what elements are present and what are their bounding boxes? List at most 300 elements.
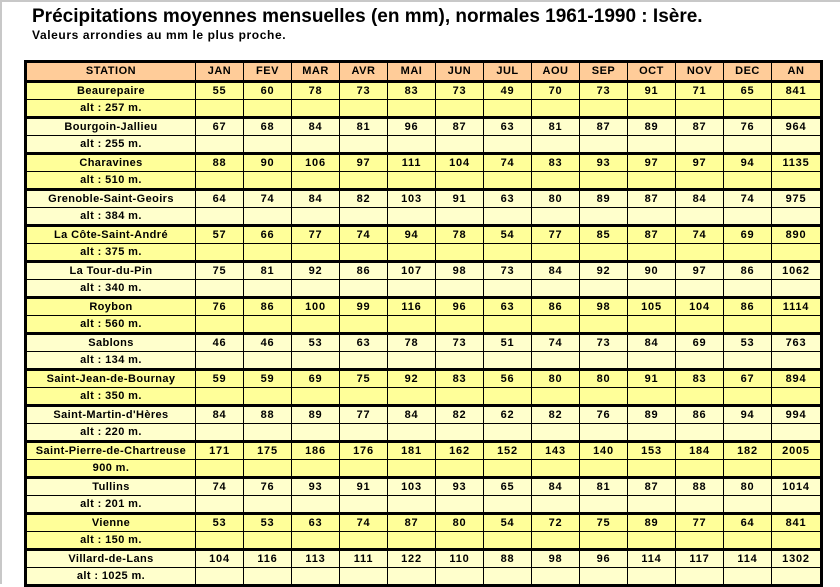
value-cell-an: 1114	[772, 298, 822, 316]
station-altitude: alt : 510 m.	[26, 172, 196, 190]
value-cell-sep: 140	[580, 442, 628, 460]
empty-cell	[340, 136, 388, 154]
empty-cell	[292, 100, 340, 118]
column-header-jun: JUN	[436, 62, 484, 82]
empty-cell	[772, 172, 822, 190]
empty-cell	[244, 352, 292, 370]
value-cell-fev: 74	[244, 190, 292, 208]
value-cell-jan: 64	[196, 190, 244, 208]
empty-cell	[580, 496, 628, 514]
value-cell-jun: 78	[436, 226, 484, 244]
value-cell-oct: 87	[628, 478, 676, 496]
value-cell-aou: 77	[532, 226, 580, 244]
altitude-row	[26, 280, 822, 298]
table-row	[26, 298, 822, 316]
empty-cell	[676, 352, 724, 370]
table-row	[26, 82, 822, 100]
value-cell-fev: 68	[244, 118, 292, 136]
column-header-aou: AOU	[532, 62, 580, 82]
empty-cell	[436, 424, 484, 442]
column-header-nov: NOV	[676, 62, 724, 82]
empty-cell	[244, 208, 292, 226]
value-cell-fev: 116	[244, 550, 292, 568]
value-cell-nov: 77	[676, 514, 724, 532]
column-header-avr: AVR	[340, 62, 388, 82]
empty-cell	[580, 100, 628, 118]
value-cell-an: 975	[772, 190, 822, 208]
value-cell-aou: 98	[532, 550, 580, 568]
value-cell-mai: 96	[388, 118, 436, 136]
empty-cell	[724, 352, 772, 370]
value-cell-nov: 184	[676, 442, 724, 460]
value-cell-dec: 65	[724, 82, 772, 100]
empty-cell	[244, 280, 292, 298]
value-cell-an: 994	[772, 406, 822, 424]
table-body	[26, 82, 822, 586]
empty-cell	[676, 100, 724, 118]
value-cell-avr: 63	[340, 334, 388, 352]
value-cell-oct: 84	[628, 334, 676, 352]
altitude-row	[26, 352, 822, 370]
empty-cell	[676, 568, 724, 586]
empty-cell	[532, 424, 580, 442]
value-cell-oct: 114	[628, 550, 676, 568]
column-header-station: STATION	[26, 62, 196, 82]
value-cell-avr: 97	[340, 154, 388, 172]
empty-cell	[340, 244, 388, 262]
empty-cell	[340, 280, 388, 298]
empty-cell	[724, 388, 772, 406]
empty-cell	[436, 352, 484, 370]
value-cell-jul: 63	[484, 118, 532, 136]
empty-cell	[388, 568, 436, 586]
empty-cell	[772, 568, 822, 586]
empty-cell	[196, 136, 244, 154]
empty-cell	[772, 532, 822, 550]
value-cell-an: 890	[772, 226, 822, 244]
station-name: Tullins	[26, 478, 196, 496]
empty-cell	[244, 568, 292, 586]
empty-cell	[628, 352, 676, 370]
value-cell-jul: 54	[484, 514, 532, 532]
value-cell-nov: 84	[676, 190, 724, 208]
value-cell-oct: 91	[628, 82, 676, 100]
value-cell-aou: 72	[532, 514, 580, 532]
value-cell-mar: 77	[292, 226, 340, 244]
empty-cell	[580, 280, 628, 298]
empty-cell	[580, 388, 628, 406]
empty-cell	[628, 424, 676, 442]
table-row	[26, 226, 822, 244]
empty-cell	[532, 460, 580, 478]
empty-cell	[436, 136, 484, 154]
value-cell-dec: 80	[724, 478, 772, 496]
value-cell-jul: 62	[484, 406, 532, 424]
value-cell-nov: 87	[676, 118, 724, 136]
value-cell-jan: 84	[196, 406, 244, 424]
empty-cell	[484, 316, 532, 334]
empty-cell	[436, 100, 484, 118]
value-cell-mai: 111	[388, 154, 436, 172]
station-name: Sablons	[26, 334, 196, 352]
value-cell-fev: 59	[244, 370, 292, 388]
value-cell-avr: 91	[340, 478, 388, 496]
value-cell-aou: 74	[532, 334, 580, 352]
column-header-dec: DEC	[724, 62, 772, 82]
value-cell-jul: 63	[484, 298, 532, 316]
empty-cell	[196, 568, 244, 586]
empty-cell	[388, 460, 436, 478]
table-row	[26, 514, 822, 532]
value-cell-nov: 88	[676, 478, 724, 496]
value-cell-nov: 71	[676, 82, 724, 100]
value-cell-mar: 53	[292, 334, 340, 352]
value-cell-sep: 98	[580, 298, 628, 316]
empty-cell	[628, 244, 676, 262]
table-row	[26, 550, 822, 568]
altitude-row	[26, 316, 822, 334]
empty-cell	[532, 100, 580, 118]
precipitation-table	[24, 60, 823, 587]
value-cell-mai: 181	[388, 442, 436, 460]
empty-cell	[772, 208, 822, 226]
value-cell-dec: 182	[724, 442, 772, 460]
value-cell-dec: 64	[724, 514, 772, 532]
value-cell-nov: 97	[676, 262, 724, 280]
value-cell-sep: 85	[580, 226, 628, 244]
column-header-oct: OCT	[628, 62, 676, 82]
empty-cell	[244, 424, 292, 442]
value-cell-jul: 54	[484, 226, 532, 244]
value-cell-jun: 87	[436, 118, 484, 136]
value-cell-avr: 73	[340, 82, 388, 100]
value-cell-jul: 88	[484, 550, 532, 568]
value-cell-mai: 103	[388, 190, 436, 208]
value-cell-jun: 73	[436, 82, 484, 100]
value-cell-an: 841	[772, 82, 822, 100]
value-cell-an: 2005	[772, 442, 822, 460]
empty-cell	[244, 244, 292, 262]
value-cell-mai: 87	[388, 514, 436, 532]
empty-cell	[724, 532, 772, 550]
value-cell-avr: 86	[340, 262, 388, 280]
empty-cell	[580, 136, 628, 154]
empty-cell	[484, 208, 532, 226]
station-altitude: alt : 375 m.	[26, 244, 196, 262]
value-cell-dec: 53	[724, 334, 772, 352]
empty-cell	[580, 172, 628, 190]
empty-cell	[196, 280, 244, 298]
value-cell-jun: 110	[436, 550, 484, 568]
empty-cell	[196, 172, 244, 190]
station-altitude: alt : 255 m.	[26, 136, 196, 154]
empty-cell	[628, 388, 676, 406]
empty-cell	[532, 352, 580, 370]
empty-cell	[196, 496, 244, 514]
empty-cell	[196, 244, 244, 262]
value-cell-jun: 80	[436, 514, 484, 532]
value-cell-avr: 81	[340, 118, 388, 136]
empty-cell	[532, 172, 580, 190]
value-cell-aou: 84	[532, 262, 580, 280]
empty-cell	[532, 316, 580, 334]
station-altitude: alt : 134 m.	[26, 352, 196, 370]
value-cell-fev: 86	[244, 298, 292, 316]
column-header-jul: JUL	[484, 62, 532, 82]
table-header-row	[26, 62, 822, 82]
value-cell-jan: 57	[196, 226, 244, 244]
station-altitude: alt : 560 m.	[26, 316, 196, 334]
empty-cell	[580, 244, 628, 262]
value-cell-oct: 87	[628, 226, 676, 244]
empty-cell	[772, 496, 822, 514]
empty-cell	[340, 388, 388, 406]
value-cell-avr: 77	[340, 406, 388, 424]
empty-cell	[580, 208, 628, 226]
empty-cell	[676, 136, 724, 154]
empty-cell	[772, 352, 822, 370]
empty-cell	[580, 352, 628, 370]
value-cell-sep: 93	[580, 154, 628, 172]
value-cell-jul: 51	[484, 334, 532, 352]
altitude-row	[26, 388, 822, 406]
empty-cell	[244, 460, 292, 478]
empty-cell	[436, 496, 484, 514]
empty-cell	[196, 316, 244, 334]
empty-cell	[388, 424, 436, 442]
empty-cell	[676, 280, 724, 298]
value-cell-sep: 75	[580, 514, 628, 532]
empty-cell	[244, 532, 292, 550]
empty-cell	[532, 208, 580, 226]
page-title: Précipitations moyennes mensuelles (en mm), normales 1961-1990 : Isère.	[32, 6, 703, 27]
value-cell-fev: 81	[244, 262, 292, 280]
value-cell-mai: 107	[388, 262, 436, 280]
empty-cell	[388, 100, 436, 118]
value-cell-avr: 99	[340, 298, 388, 316]
empty-cell	[724, 244, 772, 262]
empty-cell	[388, 388, 436, 406]
value-cell-mai: 84	[388, 406, 436, 424]
empty-cell	[484, 532, 532, 550]
empty-cell	[676, 424, 724, 442]
value-cell-jun: 82	[436, 406, 484, 424]
value-cell-jan: 88	[196, 154, 244, 172]
empty-cell	[244, 100, 292, 118]
empty-cell	[532, 496, 580, 514]
value-cell-an: 1135	[772, 154, 822, 172]
value-cell-mai: 122	[388, 550, 436, 568]
value-cell-nov: 97	[676, 154, 724, 172]
station-altitude: alt : 201 m.	[26, 496, 196, 514]
empty-cell	[532, 136, 580, 154]
empty-cell	[628, 316, 676, 334]
empty-cell	[340, 532, 388, 550]
column-header-jan: JAN	[196, 62, 244, 82]
table-row	[26, 478, 822, 496]
empty-cell	[436, 316, 484, 334]
value-cell-oct: 90	[628, 262, 676, 280]
value-cell-avr: 74	[340, 226, 388, 244]
value-cell-an: 964	[772, 118, 822, 136]
value-cell-avr: 176	[340, 442, 388, 460]
value-cell-fev: 53	[244, 514, 292, 532]
table-row	[26, 442, 822, 460]
empty-cell	[772, 100, 822, 118]
value-cell-an: 1014	[772, 478, 822, 496]
empty-cell	[340, 316, 388, 334]
value-cell-jul: 56	[484, 370, 532, 388]
empty-cell	[340, 460, 388, 478]
empty-cell	[676, 208, 724, 226]
value-cell-jan: 53	[196, 514, 244, 532]
value-cell-jun: 83	[436, 370, 484, 388]
value-cell-an: 1062	[772, 262, 822, 280]
value-cell-fev: 76	[244, 478, 292, 496]
value-cell-sep: 73	[580, 334, 628, 352]
value-cell-oct: 89	[628, 406, 676, 424]
value-cell-fev: 90	[244, 154, 292, 172]
empty-cell	[196, 424, 244, 442]
empty-cell	[292, 496, 340, 514]
empty-cell	[244, 136, 292, 154]
empty-cell	[196, 460, 244, 478]
value-cell-mai: 103	[388, 478, 436, 496]
empty-cell	[724, 496, 772, 514]
table-row	[26, 190, 822, 208]
value-cell-aou: 83	[532, 154, 580, 172]
value-cell-mar: 93	[292, 478, 340, 496]
empty-cell	[676, 496, 724, 514]
value-cell-jul: 63	[484, 190, 532, 208]
value-cell-jul: 49	[484, 82, 532, 100]
empty-cell	[292, 388, 340, 406]
table-row	[26, 118, 822, 136]
empty-cell	[484, 352, 532, 370]
empty-cell	[340, 568, 388, 586]
value-cell-jun: 93	[436, 478, 484, 496]
table-row	[26, 154, 822, 172]
empty-cell	[292, 532, 340, 550]
value-cell-mar: 63	[292, 514, 340, 532]
value-cell-oct: 153	[628, 442, 676, 460]
value-cell-nov: 69	[676, 334, 724, 352]
value-cell-aou: 143	[532, 442, 580, 460]
altitude-row	[26, 460, 822, 478]
value-cell-jul: 152	[484, 442, 532, 460]
table-row	[26, 370, 822, 388]
altitude-row	[26, 172, 822, 190]
empty-cell	[772, 388, 822, 406]
empty-cell	[628, 208, 676, 226]
station-name: Charavines	[26, 154, 196, 172]
station-name: Grenoble-Saint-Geoirs	[26, 190, 196, 208]
empty-cell	[388, 532, 436, 550]
value-cell-sep: 89	[580, 190, 628, 208]
empty-cell	[484, 424, 532, 442]
empty-cell	[676, 172, 724, 190]
value-cell-mar: 106	[292, 154, 340, 172]
empty-cell	[676, 244, 724, 262]
value-cell-jan: 104	[196, 550, 244, 568]
value-cell-nov: 104	[676, 298, 724, 316]
station-name: Saint-Jean-de-Bournay	[26, 370, 196, 388]
value-cell-jun: 104	[436, 154, 484, 172]
value-cell-mar: 113	[292, 550, 340, 568]
value-cell-mar: 69	[292, 370, 340, 388]
value-cell-sep: 81	[580, 478, 628, 496]
empty-cell	[676, 316, 724, 334]
value-cell-avr: 75	[340, 370, 388, 388]
value-cell-fev: 175	[244, 442, 292, 460]
empty-cell	[484, 172, 532, 190]
empty-cell	[580, 460, 628, 478]
column-header-mar: MAR	[292, 62, 340, 82]
value-cell-mar: 92	[292, 262, 340, 280]
empty-cell	[292, 208, 340, 226]
empty-cell	[484, 136, 532, 154]
value-cell-oct: 89	[628, 118, 676, 136]
value-cell-an: 841	[772, 514, 822, 532]
empty-cell	[724, 316, 772, 334]
empty-cell	[724, 100, 772, 118]
value-cell-mar: 89	[292, 406, 340, 424]
value-cell-mai: 92	[388, 370, 436, 388]
empty-cell	[628, 568, 676, 586]
station-altitude: 900 m.	[26, 460, 196, 478]
station-name: Saint-Pierre-de-Chartreuse	[26, 442, 196, 460]
empty-cell	[724, 136, 772, 154]
value-cell-dec: 94	[724, 154, 772, 172]
value-cell-dec: 86	[724, 298, 772, 316]
station-altitude: alt : 1025 m.	[26, 568, 196, 586]
value-cell-aou: 80	[532, 190, 580, 208]
empty-cell	[340, 352, 388, 370]
value-cell-mar: 100	[292, 298, 340, 316]
value-cell-jul: 74	[484, 154, 532, 172]
value-cell-nov: 74	[676, 226, 724, 244]
station-altitude: alt : 257 m.	[26, 100, 196, 118]
empty-cell	[628, 136, 676, 154]
empty-cell	[484, 460, 532, 478]
station-name: Vienne	[26, 514, 196, 532]
value-cell-fev: 66	[244, 226, 292, 244]
value-cell-sep: 96	[580, 550, 628, 568]
value-cell-jul: 65	[484, 478, 532, 496]
value-cell-sep: 80	[580, 370, 628, 388]
empty-cell	[196, 100, 244, 118]
empty-cell	[244, 172, 292, 190]
value-cell-avr: 82	[340, 190, 388, 208]
value-cell-aou: 86	[532, 298, 580, 316]
empty-cell	[292, 352, 340, 370]
value-cell-sep: 92	[580, 262, 628, 280]
value-cell-an: 763	[772, 334, 822, 352]
value-cell-jan: 55	[196, 82, 244, 100]
value-cell-jun: 96	[436, 298, 484, 316]
value-cell-jun: 91	[436, 190, 484, 208]
empty-cell	[484, 244, 532, 262]
value-cell-mar: 186	[292, 442, 340, 460]
empty-cell	[436, 172, 484, 190]
value-cell-sep: 76	[580, 406, 628, 424]
value-cell-fev: 60	[244, 82, 292, 100]
value-cell-jul: 73	[484, 262, 532, 280]
empty-cell	[724, 460, 772, 478]
station-altitude: alt : 340 m.	[26, 280, 196, 298]
empty-cell	[388, 172, 436, 190]
station-name: La Côte-Saint-André	[26, 226, 196, 244]
